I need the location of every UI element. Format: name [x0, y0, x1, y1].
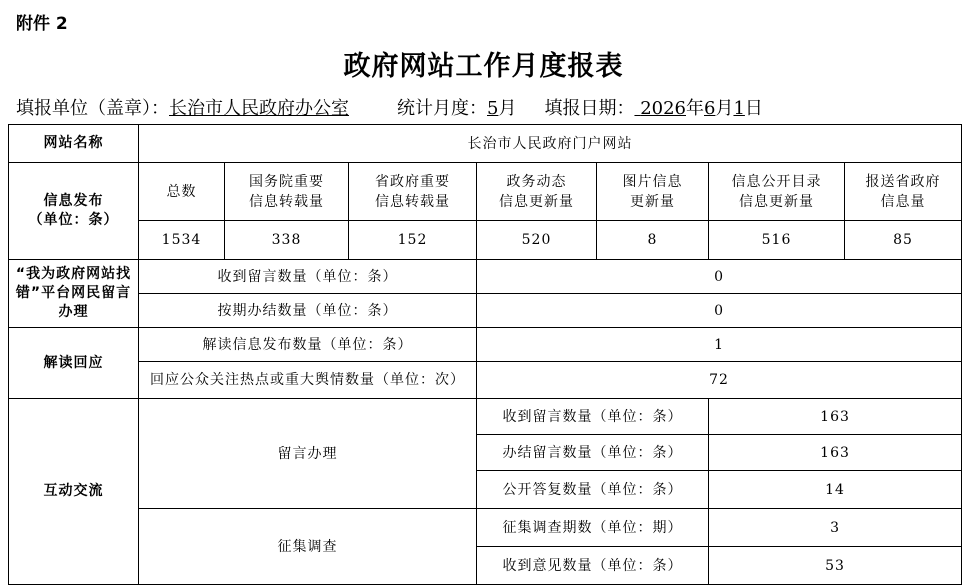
info-header-submitted: 报送省政府 信息量: [845, 163, 962, 221]
month-suffix: 月: [498, 98, 517, 119]
attachment-label: 附件 2: [16, 14, 68, 34]
response-count-value: 72: [477, 362, 962, 399]
report-meta: [16, 94, 763, 120]
survey-periods-value: 3: [709, 509, 962, 547]
info-value-gov-affairs: 520: [477, 221, 597, 260]
survey-opinions-value: 53: [709, 547, 962, 585]
date-day-suffix: 日: [744, 98, 763, 119]
date-day: 1: [733, 98, 745, 119]
error-resolved-label: 按期办结数量（单位：条）: [139, 294, 477, 328]
survey-opinions-label: 收到意见数量（单位：条）: [477, 547, 709, 585]
month-value: 5: [487, 98, 499, 119]
site-name-label: 网站名称: [9, 125, 139, 163]
survey-periods-label: 征集调查期数（单位：期）: [477, 509, 709, 547]
error-received-label: 收到留言数量（单位：条）: [139, 260, 477, 294]
info-value-total: 1534: [139, 221, 225, 260]
info-value-submitted: 85: [845, 221, 962, 260]
info-header-provincial: 省政府重要 信息转载量: [349, 163, 477, 221]
msg-received-label: 收到留言数量（单位：条）: [477, 399, 709, 435]
message-handling-label: 留言办理: [139, 399, 477, 509]
interpret-count-label: 解读信息发布数量（单位：条）: [139, 328, 477, 362]
response-count-label: 回应公众关注热点或重大舆情数量（单位：次）: [139, 362, 477, 399]
report-title: 政府网站工作月度报表: [343, 51, 624, 82]
date-month-suffix: 月: [715, 98, 734, 119]
site-name-value: 长治市人民政府门户网站: [139, 125, 962, 163]
interpret-count-value: 1: [477, 328, 962, 362]
month-label: 统计月度：: [397, 98, 487, 119]
survey-label: 征集调查: [139, 509, 477, 585]
error-report-label: “我为政府网站找错”平台网民留言办理: [9, 260, 139, 328]
date-year-suffix: 年: [686, 98, 704, 119]
info-header-disclosure: 信息公开目录 信息更新量: [709, 163, 845, 221]
msg-public-reply-label: 公开答复数量（单位：条）: [477, 471, 709, 509]
info-header-state-council: 国务院重要 信息转载量: [225, 163, 349, 221]
info-header-image: 图片信息 更新量: [597, 163, 709, 221]
info-value-state-council: 338: [225, 221, 349, 260]
msg-public-reply-value: 14: [709, 471, 962, 509]
info-value-image: 8: [597, 221, 709, 260]
unit-value: 长治市人民政府办公室: [169, 98, 349, 119]
unit-label: 填报单位（盖章）：: [16, 98, 169, 119]
error-received-value: 0: [477, 260, 962, 294]
date-year: 2026: [640, 98, 686, 119]
date-month: 6: [704, 98, 716, 119]
info-release-label: 信息发布 （单位：条）: [9, 163, 139, 260]
info-header-total: 总数: [139, 163, 225, 221]
msg-resolved-value: 163: [709, 435, 962, 471]
msg-resolved-label: 办结留言数量（单位：条）: [477, 435, 709, 471]
interpret-label: 解读回应: [9, 328, 139, 399]
error-resolved-value: 0: [477, 294, 962, 328]
msg-received-value: 163: [709, 399, 962, 435]
info-value-disclosure: 516: [709, 221, 845, 260]
info-value-provincial: 152: [349, 221, 477, 260]
report-table: [8, 124, 962, 585]
date-label: 填报日期：: [544, 98, 635, 119]
info-header-gov-affairs: 政务动态 信息更新量: [477, 163, 597, 221]
interaction-label: 互动交流: [9, 399, 139, 585]
